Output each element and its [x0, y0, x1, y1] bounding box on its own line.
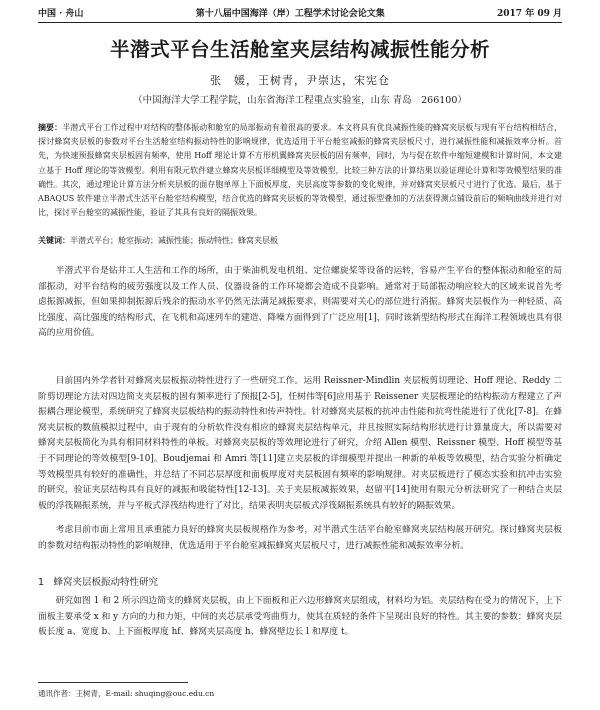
body-paragraph: 研究如图 1 和 2 所示四边简支的蜂窝夹层板，由上下面板和正六边形蜂窝夹层组成，材料均为铝。夹层结构在受力的情况下，上下面板主要承受 x 和 y 方向的力和力矩，中间的夹芯层承受弯曲剪力，使其在质轻的条件下呈现出良好的特性。其主要的参数：蜂窝夹层板长度 a、宽度 b、上下面板厚度 hf、蜂窝夹层高度 h、蜂窝壁边长 l 和厚度 t。 — [38, 596, 562, 638]
keywords — [38, 233, 562, 248]
header-date: 2017 年 09 月 — [497, 9, 562, 19]
keywords-text: 半潜式平台；舱室振动；减振性能；振动特性；蜂窝夹层板 — [70, 236, 278, 245]
paper-title: 半潜式平台生活舱室夹层结构减振性能分析 — [109, 38, 490, 61]
author-list: 张 媛，王树青，尹崇达，宋宪仓 — [210, 74, 390, 87]
running-header — [38, 6, 562, 23]
footnote-divider — [38, 682, 188, 683]
abstract — [38, 120, 562, 220]
body-paragraph: 半潜式平台是钻井工人生活和工作的场所，由于柴油机发电机组、定位螺旋桨等设备的运转，容易产生平台的整体振动和舱室的局部振动，对平台结构的疲劳强度以及工作人员、仪器设备的工作环境都会造成不良影响。通常对于局部振动响应较大的区域来说首先考虑振源减振，但如果抑制振源后残余的振动水平仍然无法满足减振要求，则需要对关心的部位进行消振。蜂窝夹层板作为一种轻质、高比强度、高比强度的结构形式，在飞机和高速列车的建造、降噪方面得到了广泛应用[1]，同时该新型结构形式在海洋工程领域也具有很高的应用价值。 — [38, 266, 562, 339]
body-paragraph: 目前国内外学者针对蜂窝夹层板振动特性进行了一些研究工作。运用 Reissner-Mindlin 夹层板剪切理论、Hoff 理论、Reddy 二阶剪切理论方法对四边简支夹层板的固有频率进行了预报[2-5]，任树伟等[6]应用基于 Reissener 夹层板理论的结构振动方程建立了声振耦合理论模型，系统研究了蜂窝夹层板结构的振动特性和传声特性。针对蜂窝夹层板的抗冲击性能和抗弯性能进行了优化[7-8]。在蜂窝夹层板的数值模拟过程中，由于现有的分析软件没有相应的蜂窝夹层结构单元，并且按照实际结构形状进行计算量庞大，所以需要对蜂窝夹层板简化为具有相同材料特性的单板。对蜂窝夹层板的等效理论进行了研究，介绍 Allen 模型、Reissner 模型、Hoff 模型等基于不同理论的等效模型[9-10]。Boudjemai 和 Amri 等[11]建立夹层板的详细模型并提出一种新的单板等效模型，结合实验分析确定等效模型具有较好的准确性，并总结了不同芯层厚度和面板厚度对夹层板固有频率的影响规律。对夹层板进行了模态实验和抗冲击实验的研究，验证夹层结构具有良好的减振和吸能特性[12-13]。关于夹层板减振效果，赵留平[14]使用有限元分析法研究了一种结合夹层板的浮筏隔振系统，并与平板式浮筏结构进行了对比，结果表明夹层板式浮筏隔振系统具有较好的隔振效果。 — [38, 376, 562, 511]
body-paragraph: 考虑目前市面上常用且承重能力良好的蜂窝夹层板规格作为参考，对半潜式生活平台舱室蜂窝夹层结构展开研究。探讨蜂窝夹层板的参数对结构振动特性的影响规律，优选适用于平台舱室减振蜂窝夹层板尺寸，进行减振性能和减振效率分析。 — [38, 525, 562, 551]
keywords-label: 关键词： — [38, 235, 70, 245]
section-heading: 1 蜂窝夹层板振动特性研究 — [38, 577, 159, 588]
corresponding-author-footnote: 通讯作者：王树青，E-mail: shuqing@ouc.edu.cn — [38, 689, 215, 698]
header-location: 中国 · 舟山 — [38, 9, 84, 19]
abstract-label: 摘要： — [38, 122, 63, 132]
abstract-text: 半潜式平台工作过程中对结构的整体振动和舱室的局部振动有着很高的要求。本文将具有优良减振性能的蜂窝夹层板与现有平台结构相结合，探讨蜂窝夹层板的参数对平台生活舱室结构振动特性的影响规律，优选适用于平台舱室减振的蜂窝夹层板尺寸，进行减振性能和减振效率分析。首先，为快速预报蜂窝夹层板固有频率，使用 Hoff 理论计算不方形机翼蜂窝夹层板的固有频率，同时，为与促在软件中缩短建模和计算时间，本文建立基于 Hoff 理论的等效模型。利用有限元软件建立蜂窝夹层板详细模型及等效模型，比较三种方法的计算结果以验证理论计算和等效模型结果的准确性。其次，通过理论计算方法分析夹层板的面存胞单厚上下面板厚度、夹层高度等参数的变化规律，并对蜂窝夹层板尺寸进行了优选。最后，基于 ABAQUS 软件建立半潜式生活平台舱室结构模型，结合优选的蜂窝夹层板的等效模型，通过振型叠加的方法获得测点铺设前后的频响曲线并进行对比，探讨平台舱室的减振性能，验证了其具有良好的隔振效果。 — [38, 123, 562, 218]
author-affiliation: （中国海洋大学工程学院，山东省海洋工程重点实验室，山东 青岛 266100） — [133, 95, 467, 106]
header-proceedings: 第十八届中国海洋（岸）工程学术讨论会论文集 — [195, 9, 385, 19]
